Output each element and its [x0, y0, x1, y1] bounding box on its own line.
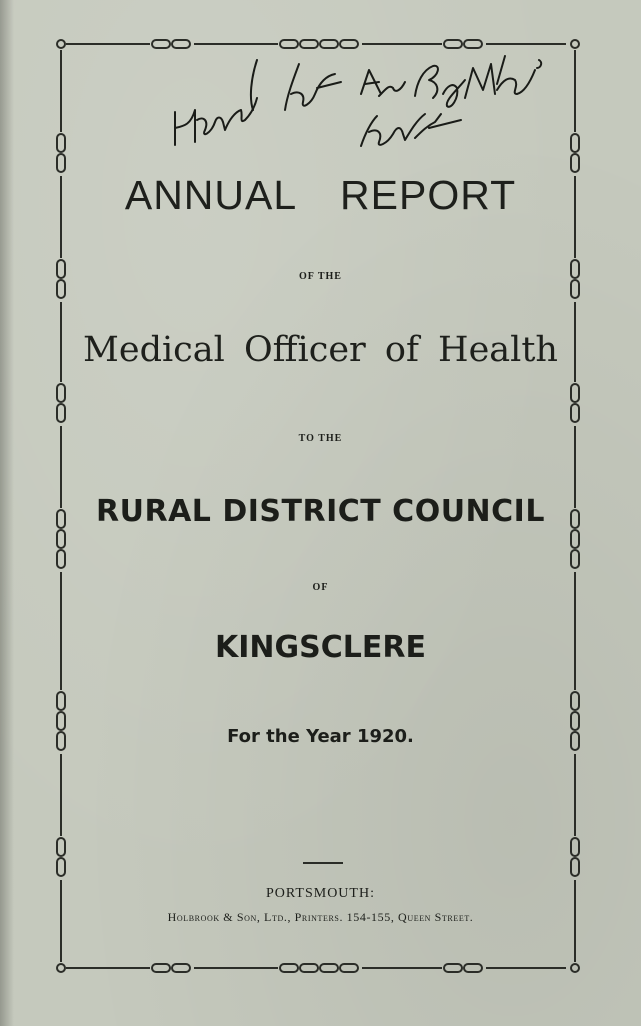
connector-to-the: TO THE	[298, 433, 343, 444]
council-title: RURAL DISTRICT COUNCIL	[96, 494, 545, 529]
connector-of-the: OF THE	[299, 271, 342, 282]
officer-title: Medical Officer of Health	[83, 330, 558, 370]
imprint-city: PORTSMOUTH:	[266, 886, 375, 901]
handwritten-inscription	[165, 50, 565, 160]
divider-rule	[303, 862, 343, 864]
imprint-printers: Holbrook & Son, Ltd., Printers. 154-155, Queen Street.	[167, 910, 474, 924]
connector-of: OF	[312, 582, 329, 593]
district-name: KINGSCLERE	[215, 630, 426, 665]
year-line: For the Year 1920.	[227, 726, 414, 747]
report-title: ANNUAL REPORT	[124, 172, 517, 218]
